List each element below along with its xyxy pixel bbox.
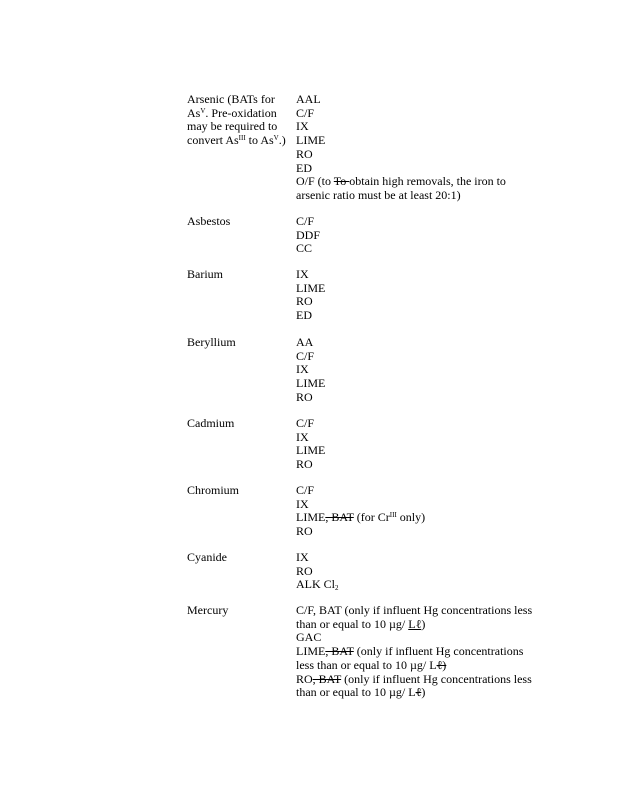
bat-item: GAC	[296, 630, 322, 645]
bat-item: RO	[296, 563, 313, 578]
bat-item: LIME	[296, 280, 326, 295]
struck-text: ℓ)	[436, 657, 447, 672]
struck-text: To	[333, 174, 350, 189]
underlined-text: Lℓ	[408, 616, 422, 631]
bat-item: RO	[296, 389, 313, 404]
bat-item: LIME	[296, 133, 326, 148]
bat-item: RO	[296, 146, 313, 161]
bat-item: RO	[296, 524, 313, 539]
bat-item: IX	[296, 362, 309, 377]
bat-item-ro: RO, BAT (only if influent Hg concentrations less than or equal to 10 µg/ Lℓ)	[296, 671, 532, 700]
struck-text: ℓ	[415, 685, 422, 700]
bat-item: ED	[296, 308, 312, 323]
bat-item-lime: LIME, BAT (for $Cr^{III}$ only)	[296, 510, 426, 525]
bat-list-asbestos	[296, 215, 541, 256]
bat-item: IX	[296, 119, 309, 134]
contaminant-mercury: Mercury	[187, 603, 229, 617]
bat-item: AAL	[296, 92, 321, 106]
bat-item: IX	[296, 496, 309, 511]
bat-item: IX	[296, 429, 309, 444]
bat-item: C/F	[296, 416, 315, 430]
bat-item: C/F	[296, 214, 315, 228]
contaminant-asbestos: Asbestos	[187, 214, 231, 228]
bat-item: C/F	[296, 105, 315, 120]
bat-list-chromium	[296, 484, 541, 539]
contaminant-cadmium: Cadmium	[187, 416, 235, 430]
bat-item: RO	[296, 294, 313, 309]
bat-item-lime: LIME, BAT (only if influent Hg concentrations less than or equal to 10 µg/ Lℓ)	[296, 644, 524, 672]
contaminant-chromium: Chromium	[187, 483, 240, 497]
bat-item-alk-cl2: ALK $Cl_2$	[296, 577, 339, 593]
bat-list-beryllium	[296, 336, 541, 405]
bat-item: AA	[296, 335, 314, 349]
bat-item: ED	[296, 160, 312, 175]
bat-item: CC	[296, 241, 313, 256]
bat-item-note: O/F (to To obtain high removals, the iron to arsenic ratio must be at least 20:1)	[296, 174, 506, 202]
bat-item: C/F	[296, 348, 315, 363]
struck-text: , BAT	[325, 510, 354, 525]
bat-list-mercury	[296, 604, 541, 700]
bat-item: DDF	[296, 227, 321, 242]
contaminant-barium: Barium	[187, 267, 223, 281]
bat-list-cadmium	[296, 417, 541, 472]
bat-item: LIME	[296, 443, 326, 458]
contaminant-cyanide: Cyanide	[187, 550, 227, 564]
struck-text: , BAT	[312, 671, 342, 686]
struck-text: , BAT	[325, 644, 354, 659]
bat-item: RO	[296, 457, 313, 472]
bat-item: IX	[296, 550, 309, 564]
contaminant-arsenic: Arsenic (BATs for $As^V$. Pre-oxidation may be required to convert $As^{III}$ to $As^V$.)	[187, 92, 286, 148]
contaminant-beryllium: Beryllium	[187, 335, 236, 349]
bat-list-cyanide	[296, 551, 541, 592]
bat-item: C/F	[296, 483, 315, 497]
bat-item-cf: C/F, BAT (only if influent Hg concentrations less than or equal to 10 µg/ Lℓ)	[296, 603, 533, 631]
bat-list-barium	[296, 268, 541, 323]
bat-list-arsenic	[296, 93, 541, 203]
bat-item: LIME	[296, 376, 326, 391]
bat-item: IX	[296, 267, 309, 281]
